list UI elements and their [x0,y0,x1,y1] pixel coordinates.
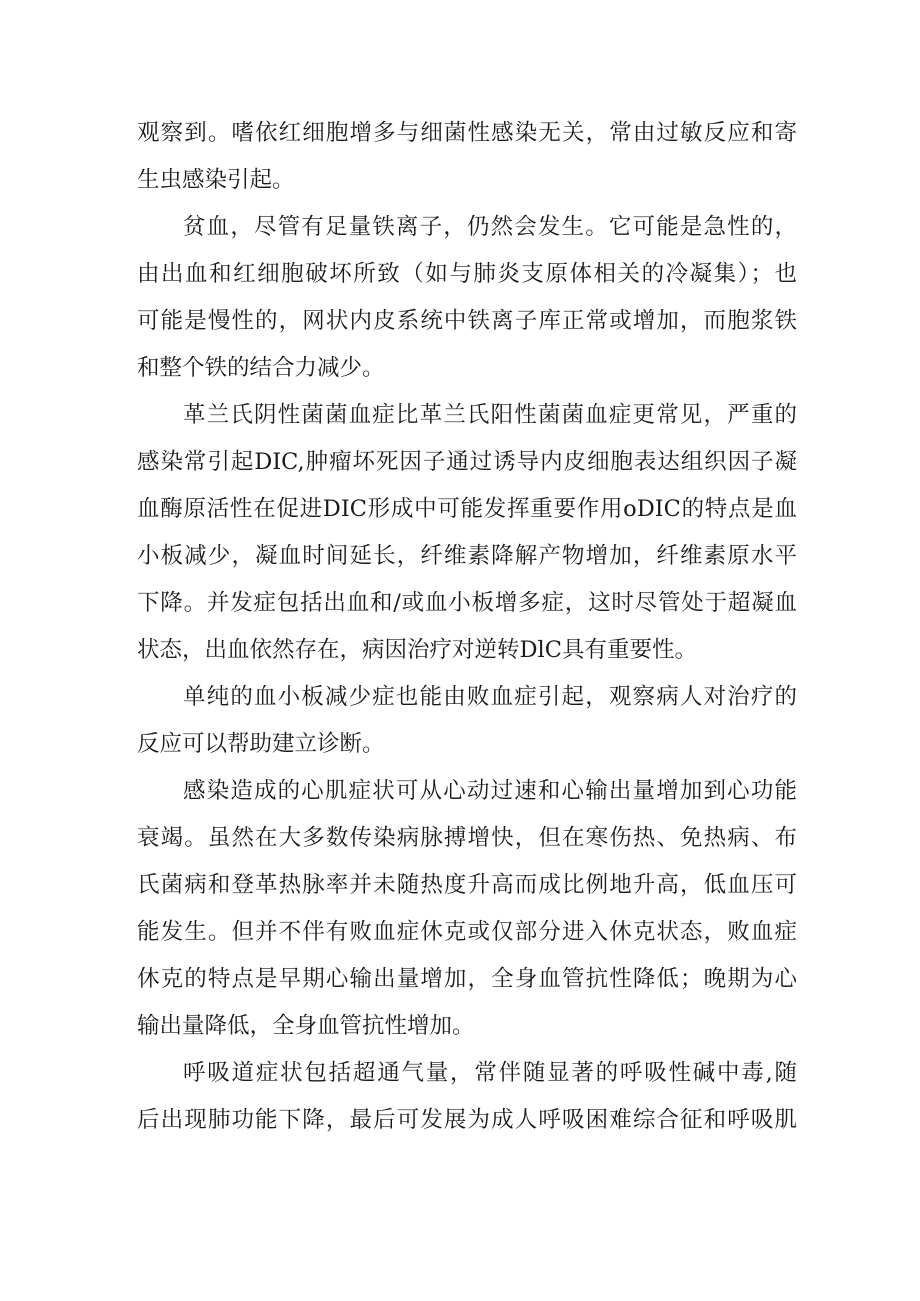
text-line: 可能是慢性的，网状内皮系统中铁离子库正常或增加，而胞浆铁 [137,308,797,334]
text-line: 小板减少，凝血时间延长，纤维素降解产物增加，纤维素原水平 [137,543,797,569]
text-line: 呼吸道症状包括超通气量，常伴随显著的呼吸性碱中毒,随 [183,1060,797,1086]
text-line: 下降。并发症包括出血和/或血小板增多症，这时尽管处于超凝血 [137,590,797,616]
text-line: 感染造成的心肌症状可从心动过速和心输出量增加到心功能 [183,778,797,804]
text-line: 血酶原活性在促进DIC形成中可能发挥重要作用oDIC的特点是血 [137,496,797,522]
text-line: 观察到。嗜依红细胞增多与细菌性感染无关，常由过敏反应和寄 [137,120,797,146]
text-line: 后出现肺功能下降，最后可发展为成人呼吸困难综合征和呼吸肌 [137,1107,797,1133]
text-line: 生虫感染引起。 [137,167,295,193]
text-line: 贫血，尽管有足量铁离子，仍然会发生。它可能是急性的， [183,214,797,240]
text-line: 单纯的血小板减少症也能由败血症引起，观察病人对治疗的 [183,684,797,710]
text-line: 状态，出血依然存在，病因治疗对逆转DlC具有重要性。 [137,637,697,663]
text-line: 休克的特点是早期心输出量增加，全身血管抗性降低；晚期为心 [137,966,797,992]
text-line: 革兰氏阴性菌菌血症比革兰氏阳性菌菌血症更常见，严重的 [183,402,797,428]
text-line: 氏菌病和登革热脉率并未随热度升高而成比例地升高，低血压可 [137,872,797,898]
text-line: 反应可以帮助建立诊断。 [137,731,385,757]
text-line: 衰竭。虽然在大多数传染病脉搏增快，但在寒伤热、免热病、布 [137,825,797,851]
text-line: 和整个铁的结合力减少。 [137,355,385,381]
body-text [137,110,797,1144]
text-line: 由出血和红细胞破坏所致（如与肺炎支原体相关的冷凝集）；也 [137,261,797,287]
text-line: 感染常引起DIC,肿瘤坏死因子通过诱导内皮细胞表达组织因子凝 [137,449,797,475]
text-line: 输出量降低，全身血管抗性增加。 [137,1013,475,1039]
text-line: 能发生。但并不伴有败血症休克或仅部分进入休克状态，败血症 [137,919,797,945]
